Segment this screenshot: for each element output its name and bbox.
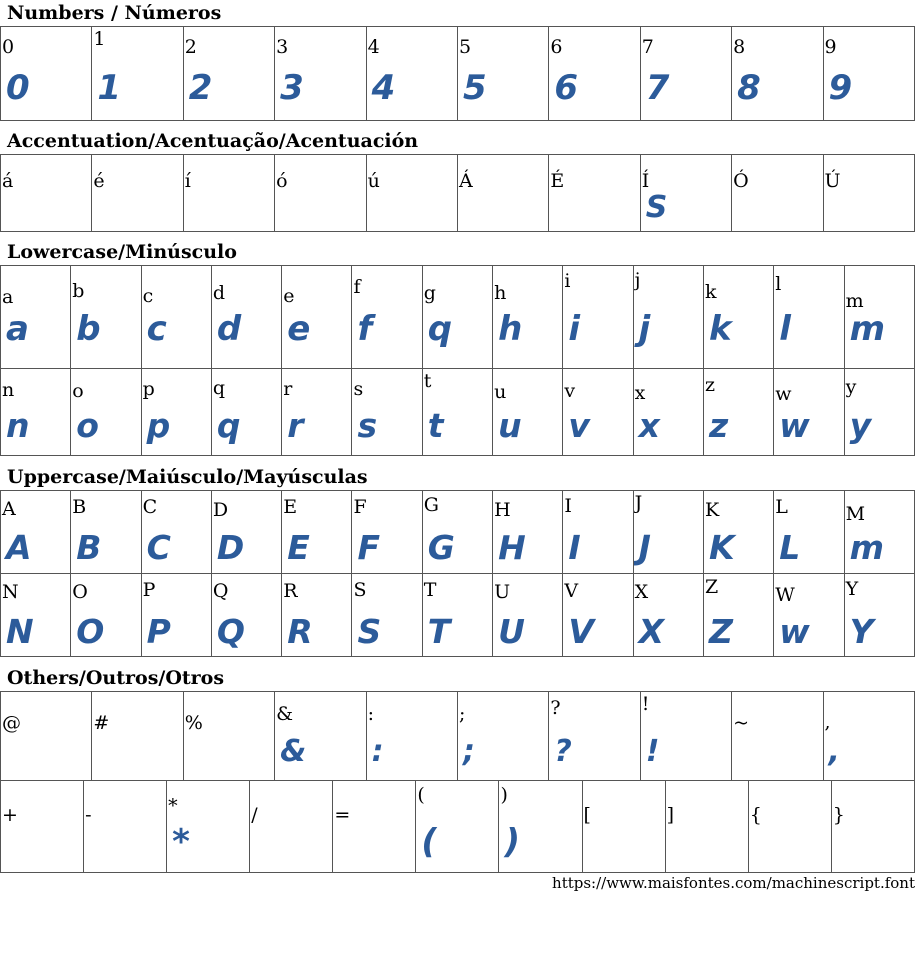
glyph-cell-lowercase_row1-5 <box>352 266 422 369</box>
font-sample-glyph: B <box>76 528 102 567</box>
font-sample-glyph: w <box>779 406 810 445</box>
char-label: - <box>85 804 92 826</box>
char-label: Ó <box>733 170 749 192</box>
char-label: J <box>634 492 643 514</box>
char-label: l <box>775 273 782 295</box>
char-label: & <box>276 703 294 725</box>
font-sample-glyph: 9 <box>828 68 853 108</box>
char-label: C <box>142 496 158 518</box>
char-label: w <box>775 383 792 405</box>
char-label: k <box>704 281 717 303</box>
lowercase-grid <box>0 265 915 456</box>
font-sample-glyph: ) <box>504 822 521 862</box>
glyph-cell-lowercase_row2-6 <box>422 369 492 456</box>
glyph-cell-uppercase_row1-12 <box>844 491 914 574</box>
glyph-cell-lowercase_row2-1 <box>71 369 141 456</box>
glyph-cell-accents-0 <box>1 155 92 232</box>
font-sample-glyph: 1 <box>97 68 122 108</box>
uppercase-grid <box>0 490 915 657</box>
char-label: G <box>423 494 439 516</box>
glyph-cell-uppercase_row1-4 <box>282 491 352 574</box>
char-label: ~ <box>733 712 750 734</box>
glyph-cell-accents-7 <box>640 155 731 232</box>
glyph-cell-uppercase_row2-3 <box>211 574 281 657</box>
glyph-cell-others_row1-6 <box>549 692 640 781</box>
glyph-cell-lowercase_row1-2 <box>141 266 211 369</box>
char-label: ! <box>641 693 650 715</box>
glyph-cell-lowercase_row2-11 <box>774 369 844 456</box>
glyph-cell-numbers-2 <box>183 27 274 121</box>
uppercase-heading: Uppercase/Maiúsculo/Mayúsculas <box>7 466 368 488</box>
font-sample-glyph: * <box>172 822 190 862</box>
accents-grid <box>0 154 915 232</box>
font-sample-glyph: u <box>498 406 522 445</box>
font-sample-glyph: d <box>216 309 242 349</box>
glyph-cell-lowercase_row1-0 <box>1 266 71 369</box>
font-sample-glyph: V <box>568 612 594 651</box>
font-sample-glyph: K <box>708 528 735 567</box>
char-label: W <box>775 584 795 606</box>
glyph-cell-others_row1-7 <box>640 692 731 781</box>
glyph-cell-others_row2-6 <box>499 781 582 873</box>
font-sample-glyph: k <box>708 309 732 349</box>
glyph-cell-lowercase_row1-4 <box>282 266 352 369</box>
char-label: O <box>72 581 88 603</box>
char-label: Z <box>704 576 719 598</box>
glyph-cell-others_row1-5 <box>457 692 548 781</box>
font-sample-glyph: P <box>146 612 171 651</box>
glyph-cell-numbers-9 <box>823 27 914 121</box>
font-sample-glyph: m <box>849 309 885 349</box>
glyph-cell-uppercase_row2-0 <box>1 574 71 657</box>
glyph-cell-lowercase_row2-9 <box>633 369 703 456</box>
font-sample-glyph: i <box>568 309 581 349</box>
font-sample-glyph: L <box>779 528 801 567</box>
font-sample-glyph: 0 <box>6 68 30 108</box>
char-label: B <box>72 496 87 518</box>
char-label: d <box>212 282 226 304</box>
char-label: I <box>564 495 572 517</box>
char-label: 2 <box>184 36 197 58</box>
char-label: M <box>845 503 866 525</box>
char-label: 9 <box>824 36 837 58</box>
char-label: c <box>142 285 154 307</box>
glyph-cell-lowercase_row1-1 <box>71 266 141 369</box>
char-label: g <box>423 282 436 304</box>
glyph-cell-uppercase_row1-11 <box>774 491 844 574</box>
glyph-cell-uppercase_row1-9 <box>633 491 703 574</box>
glyph-cell-numbers-3 <box>275 27 366 121</box>
char-label: u <box>494 381 507 403</box>
char-label: z <box>704 374 715 396</box>
char-label: D <box>212 499 229 521</box>
glyph-cell-others_row1-2 <box>183 692 274 781</box>
glyph-cell-others_row2-9 <box>748 781 831 873</box>
char-label: E <box>283 496 298 518</box>
char-label: # <box>93 712 110 734</box>
glyph-cell-uppercase_row2-7 <box>493 574 563 657</box>
char-label: e <box>283 285 295 307</box>
char-label: Ú <box>824 170 841 192</box>
font-sample-glyph: I <box>568 528 581 567</box>
char-label: S <box>353 579 367 601</box>
font-sample-glyph: T <box>427 612 451 651</box>
numbers-grid <box>0 26 915 121</box>
font-sample-glyph: j <box>638 309 651 349</box>
char-label: r <box>283 378 293 400</box>
char-label: + <box>2 804 18 826</box>
char-label: o <box>72 380 84 402</box>
glyph-cell-uppercase_row2-9 <box>633 574 703 657</box>
font-sample-glyph: o <box>76 406 99 445</box>
char-label: ) <box>500 784 508 806</box>
char-label: x <box>634 382 646 404</box>
char-label: , <box>824 711 831 733</box>
glyph-cell-lowercase_row2-7 <box>493 369 563 456</box>
font-sample-glyph: 5 <box>462 68 487 108</box>
char-label: a <box>2 286 14 308</box>
glyph-cell-uppercase_row2-12 <box>844 574 914 657</box>
glyph-cell-lowercase_row1-3 <box>211 266 281 369</box>
font-sample-glyph: D <box>216 528 245 567</box>
char-label: y <box>845 376 857 398</box>
char-label: Í <box>641 170 650 192</box>
char-label: 5 <box>458 36 472 58</box>
font-sample-glyph: e <box>287 309 311 349</box>
char-label: T <box>423 579 437 601</box>
font-sample-glyph: ( <box>421 822 437 862</box>
glyph-cell-accents-1 <box>92 155 183 232</box>
glyph-cell-lowercase_row1-7 <box>493 266 563 369</box>
glyph-cell-others_row2-0 <box>1 781 84 873</box>
glyph-cell-others_row2-5 <box>416 781 499 873</box>
glyph-cell-uppercase_row2-4 <box>282 574 352 657</box>
glyph-cell-others_row2-3 <box>250 781 333 873</box>
char-label: P <box>142 579 156 601</box>
glyph-cell-lowercase_row1-12 <box>844 266 914 369</box>
glyph-cell-others_row1-4 <box>366 692 457 781</box>
glyph-cell-uppercase_row1-10 <box>703 491 773 574</box>
char-label: U <box>494 581 511 603</box>
char-label: N <box>2 581 19 603</box>
glyph-cell-uppercase_row1-5 <box>352 491 422 574</box>
glyph-cell-others_row1-3 <box>275 692 366 781</box>
glyph-cell-uppercase_row2-8 <box>563 574 633 657</box>
char-label: p <box>142 378 155 400</box>
char-label: [ <box>583 804 591 826</box>
glyph-cell-others_row2-1 <box>84 781 167 873</box>
font-sample-glyph: O <box>76 612 105 651</box>
glyph-cell-others_row2-8 <box>665 781 748 873</box>
char-label: 6 <box>550 36 563 58</box>
font-sample-glyph: 8 <box>737 68 761 108</box>
font-sample-glyph: X <box>638 612 665 651</box>
char-label: h <box>494 282 507 304</box>
char-label: R <box>283 580 298 602</box>
font-sample-glyph: h <box>498 309 523 349</box>
font-sample-glyph: C <box>146 528 171 567</box>
font-sample-glyph: Q <box>216 612 245 651</box>
glyph-cell-numbers-0 <box>1 27 92 121</box>
char-label: @ <box>2 712 21 734</box>
font-sample-glyph: z <box>708 406 729 445</box>
char-label: X <box>634 581 649 603</box>
char-label: V <box>564 580 579 602</box>
glyph-cell-accents-3 <box>275 155 366 232</box>
char-label: / <box>251 804 258 826</box>
char-label: } <box>832 804 845 826</box>
font-sample-glyph: & <box>280 734 307 769</box>
glyph-cell-accents-6 <box>549 155 640 232</box>
glyph-cell-lowercase_row2-2 <box>141 369 211 456</box>
glyph-cell-lowercase_row1-9 <box>633 266 703 369</box>
char-label: n <box>2 379 15 401</box>
glyph-cell-lowercase_row2-5 <box>352 369 422 456</box>
char-label: 0 <box>2 36 15 58</box>
char-label: É <box>550 170 565 192</box>
char-label: K <box>704 499 720 521</box>
char-label: j <box>634 269 641 291</box>
char-label: é <box>93 170 105 192</box>
char-label: L <box>775 496 788 518</box>
font-sample-glyph: : <box>371 734 384 769</box>
char-label: H <box>494 499 511 521</box>
glyph-cell-uppercase_row1-2 <box>141 491 211 574</box>
font-sample-glyph: J <box>638 528 651 567</box>
glyph-cell-others_row2-10 <box>831 781 914 873</box>
font-sample-glyph: c <box>146 309 167 349</box>
char-label: Y <box>845 578 859 600</box>
char-label: ; <box>458 703 466 725</box>
glyph-cell-uppercase_row1-0 <box>1 491 71 574</box>
glyph-cell-uppercase_row2-10 <box>703 574 773 657</box>
char-label: 3 <box>276 36 289 58</box>
font-sample-glyph: 2 <box>188 68 213 108</box>
glyph-cell-uppercase_row2-2 <box>141 574 211 657</box>
char-label: á <box>2 170 14 192</box>
char-label: 8 <box>733 36 746 58</box>
font-sample-glyph: 6 <box>554 68 579 108</box>
glyph-cell-uppercase_row1-6 <box>422 491 492 574</box>
font-sample-glyph: E <box>287 528 310 567</box>
font-sample-glyph: q <box>216 406 241 445</box>
glyph-cell-accents-4 <box>366 155 457 232</box>
glyph-cell-accents-8 <box>732 155 823 232</box>
font-sample-glyph: ; <box>462 734 475 769</box>
font-sample-glyph: R <box>287 612 313 651</box>
font-sample-glyph: F <box>357 528 381 567</box>
font-sample-glyph: s <box>357 406 378 445</box>
font-sample-glyph: U <box>498 612 525 651</box>
font-sample-glyph: S <box>357 612 382 651</box>
char-label: m <box>845 290 864 312</box>
source-url: https://www.maisfontes.com/machinescript.font <box>552 874 915 892</box>
glyph-cell-numbers-6 <box>549 27 640 121</box>
glyph-cell-uppercase_row1-1 <box>71 491 141 574</box>
font-sample-glyph: a <box>6 309 29 349</box>
char-label: s <box>353 378 364 400</box>
char-label: Á <box>458 170 473 192</box>
glyph-cell-uppercase_row1-7 <box>493 491 563 574</box>
glyph-cell-lowercase_row2-0 <box>1 369 71 456</box>
char-label: ] <box>666 804 675 826</box>
char-label: 4 <box>367 36 380 58</box>
glyph-cell-uppercase_row2-6 <box>422 574 492 657</box>
font-sample-glyph: t <box>427 406 444 445</box>
glyph-cell-accents-5 <box>457 155 548 232</box>
font-sample-glyph: , <box>828 734 840 769</box>
glyph-cell-uppercase_row2-1 <box>71 574 141 657</box>
char-label: t <box>423 370 432 392</box>
char-label: i <box>564 270 571 292</box>
glyph-cell-lowercase_row2-12 <box>844 369 914 456</box>
font-sample-glyph: q <box>427 309 453 349</box>
glyph-cell-numbers-7 <box>640 27 731 121</box>
char-label: Q <box>212 580 229 602</box>
font-sample-glyph: H <box>498 528 526 567</box>
others-grid-2 <box>0 780 915 873</box>
font-sample-glyph: A <box>6 528 32 567</box>
glyph-cell-uppercase_row1-8 <box>563 491 633 574</box>
font-sample-glyph: G <box>427 528 455 567</box>
char-label: ? <box>550 697 561 719</box>
char-label: { <box>749 804 762 826</box>
font-sample-glyph: m <box>849 528 884 567</box>
glyph-cell-accents-2 <box>183 155 274 232</box>
font-sample-glyph: w <box>779 612 810 651</box>
glyph-cell-uppercase_row2-11 <box>774 574 844 657</box>
font-sample-glyph: x <box>638 406 660 445</box>
font-sample-glyph: 4 <box>371 68 396 108</box>
char-label: % <box>184 712 203 734</box>
glyph-cell-lowercase_row1-11 <box>774 266 844 369</box>
font-sample-glyph: p <box>146 406 171 445</box>
char-label: * <box>168 795 178 817</box>
font-sample-glyph: 7 <box>645 68 670 108</box>
glyph-cell-others_row1-1 <box>92 692 183 781</box>
others-heading: Others/Outros/Otros <box>7 667 225 689</box>
char-label: b <box>72 280 85 302</box>
others-grid-1 <box>0 691 915 781</box>
font-sample-glyph: v <box>568 406 590 445</box>
char-label: ( <box>417 784 425 806</box>
glyph-cell-others_row2-7 <box>582 781 665 873</box>
glyph-cell-lowercase_row2-8 <box>563 369 633 456</box>
font-sample-glyph: l <box>779 309 791 349</box>
glyph-cell-numbers-8 <box>732 27 823 121</box>
glyph-cell-lowercase_row2-4 <box>282 369 352 456</box>
glyph-cell-others_row2-4 <box>333 781 416 873</box>
lowercase-heading: Lowercase/Minúsculo <box>7 241 237 263</box>
font-sample-glyph: ! <box>645 734 660 769</box>
glyph-cell-numbers-5 <box>457 27 548 121</box>
font-sample-glyph: f <box>357 309 373 349</box>
glyph-cell-lowercase_row2-3 <box>211 369 281 456</box>
glyph-cell-lowercase_row1-8 <box>563 266 633 369</box>
glyph-cell-numbers-4 <box>366 27 457 121</box>
glyph-cell-uppercase_row1-3 <box>211 491 281 574</box>
font-sample-glyph: ? <box>554 734 572 769</box>
glyph-cell-others_row1-9 <box>823 692 914 781</box>
char-label: q <box>212 377 226 399</box>
accents-heading: Accentuation/Acentuação/Acentuación <box>7 130 419 152</box>
glyph-cell-others_row1-8 <box>732 692 823 781</box>
font-sample-glyph: y <box>849 406 872 445</box>
glyph-cell-others_row2-2 <box>167 781 250 873</box>
char-label: ú <box>367 170 380 192</box>
glyph-cell-numbers-1 <box>92 27 183 121</box>
char-label: A <box>2 498 16 520</box>
font-sample-glyph: N <box>6 612 34 651</box>
char-label: f <box>353 276 361 298</box>
char-label: 7 <box>641 36 654 58</box>
char-label: ó <box>276 170 288 192</box>
glyph-cell-accents-9 <box>823 155 914 232</box>
font-sample-glyph: Z <box>708 612 733 651</box>
char-label: : <box>367 703 374 725</box>
glyph-cell-uppercase_row2-5 <box>352 574 422 657</box>
font-sample-glyph: r <box>287 406 304 445</box>
font-sample-glyph: Y <box>849 612 874 651</box>
char-label: F <box>353 496 367 518</box>
glyph-cell-lowercase_row1-6 <box>422 266 492 369</box>
numbers-heading: Numbers / Números <box>7 2 222 24</box>
font-sample-glyph: b <box>76 309 101 349</box>
font-sample-glyph: n <box>6 406 30 445</box>
char-label: í <box>184 170 191 192</box>
glyph-cell-lowercase_row1-10 <box>703 266 773 369</box>
glyph-cell-others_row1-0 <box>1 692 92 781</box>
glyph-cell-lowercase_row2-10 <box>703 369 773 456</box>
char-label: = <box>334 804 351 826</box>
char-label: v <box>564 380 576 402</box>
font-sample-glyph: 3 <box>280 68 304 108</box>
char-label: 1 <box>93 28 106 50</box>
font-sample-glyph: S <box>645 190 668 225</box>
